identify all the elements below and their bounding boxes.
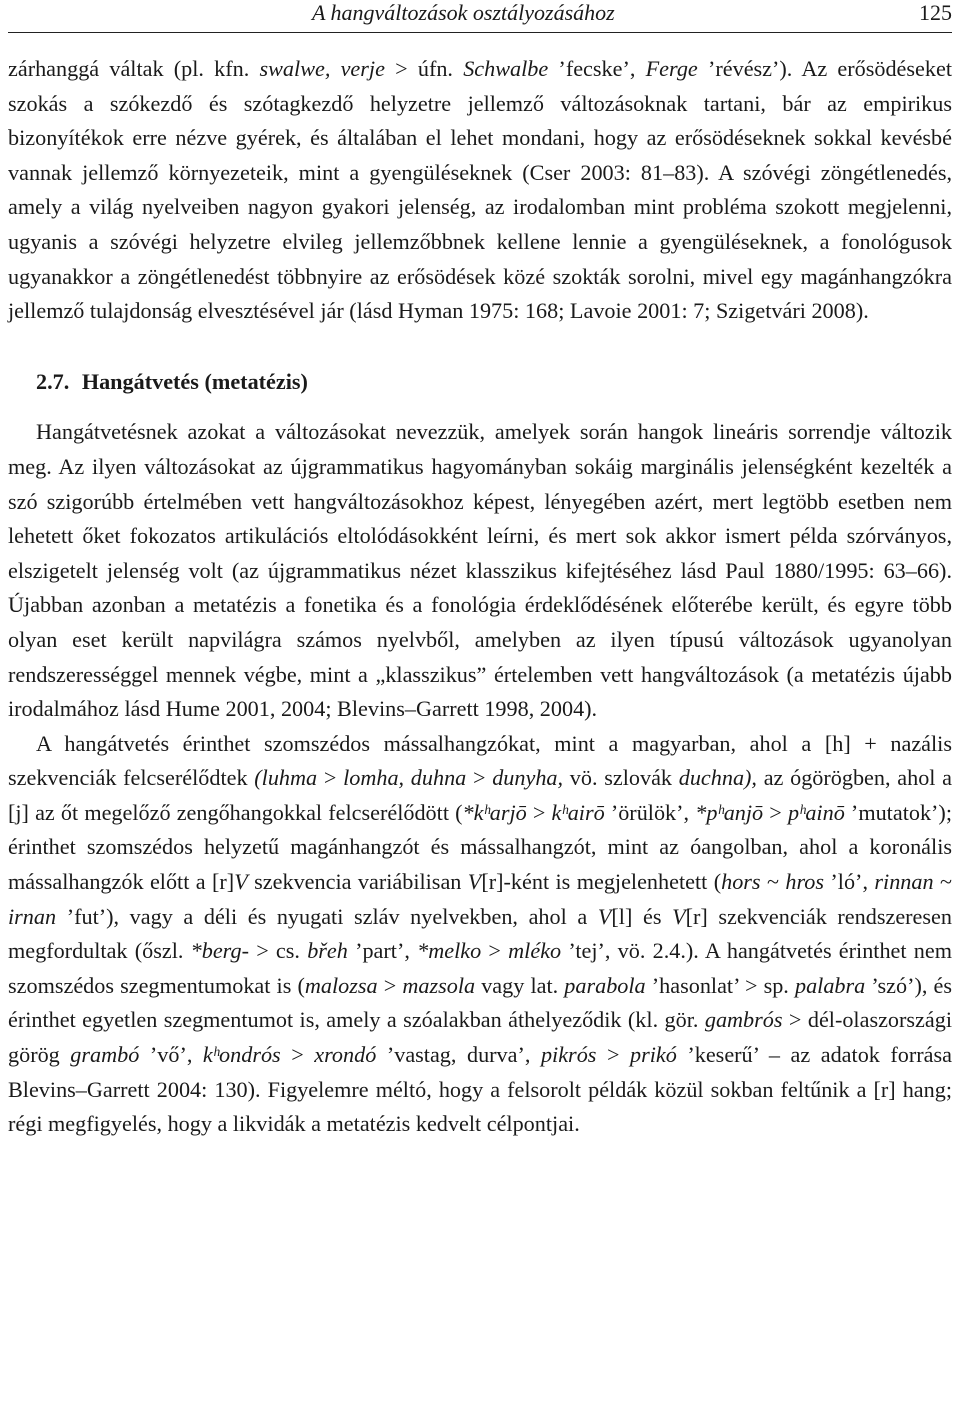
paragraph-1: zárhanggá váltak (pl. kfn. swalwe, verje > úfn. Schwalbe ’fecske’, Ferge ’révész’). Az erősödéseket szokás a szókezdő és szótagkezdő helyzetre jellemző változásoknak tartani, bár az empirikus bizonyítékok erre nézve gyérek, és általában el lehet mondani, hogy az erősödéseknek sokkal kevésbé vannak jellemző környezeteik, mint a gyengüléseknek (Cser 2003: 81–83). A szóvégi zöngétlenedés, amely a világ nyelveiben nagyon gyakori jelenség, az irodalomban mint probléma szokott megjelenni, ugyanis a szóvégi helyzetre elvileg jellemzőbbnek kellene lennie a gyengüléseknek, a fonológusok ugyanakkor a zöngétlenedést többnyire az erősödések közé szokták sorolni, mivel egy magánhangzókra jellemző tulajdonság elvesztésével jár (lásd Hyman 1975: 168; Lavoie 2001: 7; Szigetvári 2008). [8, 56, 952, 324]
paragraph-2: Hangátvetésnek azokat a változásokat nevezzük, amelyek során hangok lineáris sorrendje változik meg. Az ilyen változásokat az újgrammatikus hagyományban sokáig marginális jelenségként kezelték a szó szigorúbb értelmében vett hangváltozásokhoz képest, lényegében azért, mert legtöbb esetben nem lehetett őket fokozatos artikulációs eltolódásokként leírni, és mert sok akkor ismert példa szórványos, elszigetelt jelenség volt (az újgrammatikus nézet klasszikus kifejtéséhez lásd Paul 1880/1995: 63–66). Újabban azonban a metatézis a fonetika és a fonológia érdeklődésének előterébe került, és egyre több olyan eset került napvilágra számos nyelvből, amelyben az ilyen típusú változások ugyanolyan rendszerességgel mennek végbe, mint a „klasszikus” értelemben vett hangváltozások (a metatézis újabb irodalmához lásd Hume 2001, 2004; Blevins–Garrett 1998, 2004). [8, 419, 952, 722]
running-title: A hangváltozások osztályozásához [312, 0, 615, 25]
running-head [8, 0, 952, 30]
page-body [8, 52, 952, 1142]
paragraph-3: A hangátvetés érinthet szomszédos mássalhangzókat, mint a magyarban, ahol a [h] + nazális szekvenciák felcserélődtek (luhma > lomha, duhna > dunyha, vö. szlovák duchna), az ógörögben, ahol a [j] az őt megelőző zengőhangokkal felcserélődött (*kʰarjō > kʰairō ’örülök’, *pʰanjō > pʰainō ’mutatok’); érinthet szomszédos helyzetű magánhangzót és mássalhangzót, mint az óangolban, ahol a koronális mássalhangzók előtt a [r]V szekvencia variábilisan V[r]-ként is megjelenhetett (hors ~ hros ’ló’, rinnan ~ irnan ’fut’), vagy a déli és nyugati szláv nyelvekben, ahol a V[l] és V[r] szekvenciák rendszeresen megfordultak (őszl. *berg- > cs. břeh ’part’, *melko > mléko ’tej’, vö. 2.4.). A hangátvetés érinthet nem szomszédos szegmentumokat is (malozsa > mazsola vagy lat. parabola ’hasonlat’ > sp. palabra ’szó’), és érinthet egyetlen szegmentumot is, amely a szóalakban áthelyeződik (kl. gör. gambrós > dél-olaszországi görög grambó ’vő’, kʰondrós > xrondó ’vastag, durva’, pikrós > prikó ’keserű’ – az adatok forrása Blevins–Garrett 2004: 130). Figyelemre méltó, hogy a felsorolt példák közül sokban feltűnik a [r] hang; régi megfigyelés, hogy a likvidák a metatézis kedvelt célpontjai. [8, 730, 953, 1137]
section-number: 2.7. [36, 368, 70, 394]
header-rule [8, 32, 952, 33]
page-number: 125 [919, 0, 952, 25]
section-title: Hangátvetés (metatézis) [81, 368, 308, 394]
section-heading [8, 365, 952, 400]
